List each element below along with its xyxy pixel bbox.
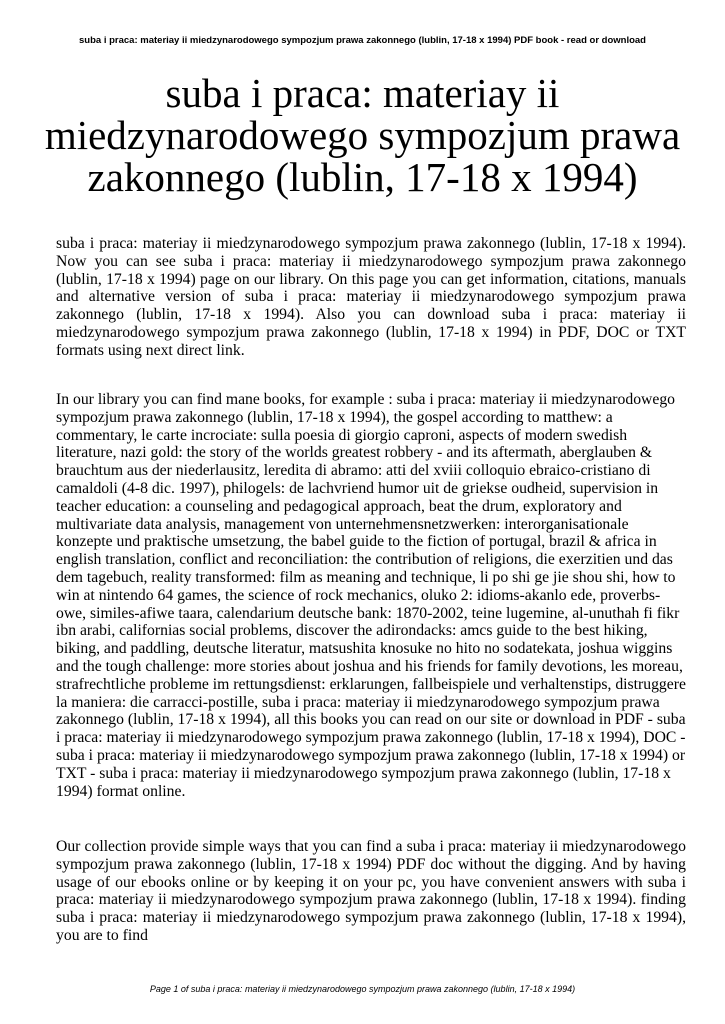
document-title: suba i praca: materiay ii miedzynarodowego sympozjum prawa zakonnego (lublin, 17-18 x 1994) (44, 70, 681, 200)
page-footer: Page 1 of suba i praca: materiay ii miedzynarodowego sympozjum prawa zakonnego (lublin, 17-18 x 1994) (149, 984, 576, 994)
intro-paragraph (56, 235, 686, 360)
collection-paragraph-text: Our collection provide simple ways that you can find a suba i praca: materiay ii miedzynarodowego sympozjum prawa zakonnego (lublin, 17-18 x 1994) PDF doc without the digging. And by having usage of our ebooks online or by keeping it on your pc, you have convenient answers with suba i praca: materiay ii miedzynarodowego sympozjum prawa zakonnego (lublin, 17-18 x 1994). finding suba i praca: materiay ii miedzynarodowego sympozjum prawa zakonnego (lublin, 17-18 x 1994), you are to find (56, 838, 686, 944)
page-header: suba i praca: materiay ii miedzynarodowego sympozjum prawa zakonnego (lublin, 17-18 x 1994) PDF book - read or download (79, 35, 646, 46)
library-paragraph (56, 391, 686, 800)
intro-paragraph-text: suba i praca: materiay ii miedzynarodowego sympozjum prawa zakonnego (lublin, 17-18 x 1994). Now you can see suba i praca: materiay ii miedzynarodowego sympozjum prawa zakonnego (lublin, 17-18 x 1994) page on our library. On this page you can get information, citations, manuals and alternative version of suba i praca: materiay ii miedzynarodowego sympozjum prawa zakonnego (lublin, 17-18 x 1994). Also you can download suba i praca: materiay ii miedzynarodowego sympozjum prawa zakonnego (lublin, 17-18 x 1994) in PDF, DOC or TXT formats using next direct link. (56, 235, 686, 359)
library-paragraph-text: In our library you can find mane books, for example : suba i praca: materiay ii miedzynarodowego sympozjum prawa zakonnego (lublin, 17-18 x 1994), the gospel according to matthew: a commentary, le carte incrociate: sulla poesia di giorgio caproni, aspects of modern swedish literature, nazi gold: the story of the worlds greatest robbery - and its aftermath, aberglauben & brauchtum aus der niederlausitz, leredita di abramo: atti del xviii colloquio ebraico-cristiano di camaldoli (4-8 dic. 1997), philogels: de lachvriend humor uit de griekse oudheid, supervision in teacher education: a counseling and pedagogical approach, beat the drum, exploratory and multivariate data analysis, management von unternehmensnetzwerken: interorganisationale konzepte und praktische umsetzung, the babel guide to the fiction of portugal, brazil & africa in english translation, conflict and reconciliation: the contribution of religions, die exerzitien und das dem tagebuch, reality transformed: film as meaning and technique, li po shi ge jie shou shi, how to win at nintendo 64 games, the science of rock mechanics, oluko 2: idioms-akanlo ede, proverbs-owe, similes-afiwe taara, calendarium deutsche bank: 1870-2002, teine lugemine, al-unuthah fi fikr ibn arabi, californias social problems, discover the adirondacks: amcs guide to the best hiking, biking, and paddling, deutsche literatur, matsushita knosuke no hito no sodatekata, joshua wiggins and the tough challenge: more stories about joshua and his friends for family devotions, les moreau, strafrechtliche probleme im rettungsdienst: erklarungen, fallbeispiele und verhaltenstips, distruggere la maniera: die carracci-postille, suba i praca: materiay ii miedzynarodowego sympozjum prawa zakonnego (lublin, 17-18 x 1994), all this books you can read on our site or download in PDF - suba i praca: materiay ii miedzynarodowego sympozjum prawa zakonnego (lublin, 17-18 x 1994), DOC - suba i praca: materiay ii miedzynarodowego sympozjum prawa zakonnego (lublin, 17-18 x 1994) or TXT - suba i praca: materiay ii miedzynarodowego sympozjum prawa zakonnego (lublin, 17-18 x 1994) format online. (56, 391, 686, 800)
collection-paragraph (56, 838, 686, 945)
